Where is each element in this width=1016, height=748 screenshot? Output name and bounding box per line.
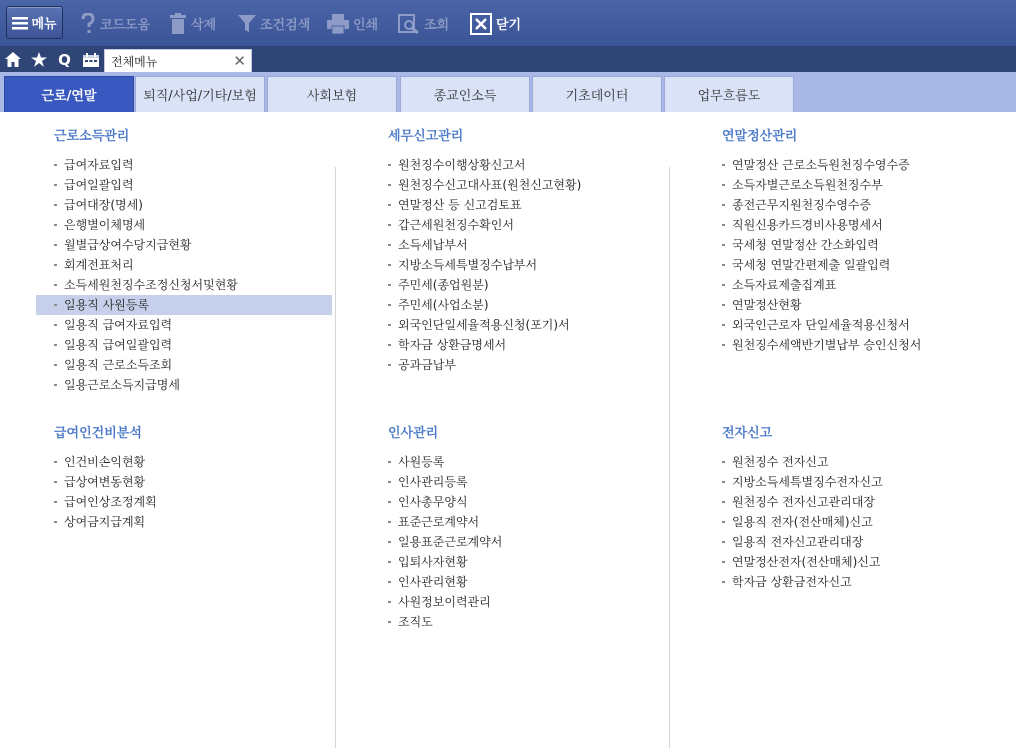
menu-item[interactable]: 소득세납부서 bbox=[388, 235, 668, 255]
menu-list bbox=[388, 452, 668, 632]
menu-item[interactable]: 지방소득세특별징수납부서 bbox=[388, 255, 668, 275]
menu-item[interactable]: 연말정산전자(전산매체)신고 bbox=[722, 552, 1012, 572]
section-title: 연말정산관리 bbox=[722, 129, 798, 144]
delete-button[interactable] bbox=[169, 0, 216, 47]
menu-item[interactable]: 인사관리등록 bbox=[388, 472, 668, 492]
section-labor-cost bbox=[54, 424, 334, 532]
tab-label: 업무흐름도 bbox=[697, 89, 761, 104]
menu-item[interactable]: 지방소득세특별징수전자신고 bbox=[722, 472, 1012, 492]
category-tab-bar bbox=[0, 72, 1016, 112]
section-e-filing bbox=[722, 424, 1012, 592]
menu-item[interactable]: 급여대장(명세) bbox=[54, 195, 334, 215]
menu-item[interactable]: 학자금 상환금전자신고 bbox=[722, 572, 1012, 592]
code-help-button[interactable] bbox=[80, 0, 150, 47]
section-earned-income bbox=[54, 127, 334, 395]
quick-bar bbox=[0, 47, 1016, 72]
menu-item[interactable]: 갑근세원천징수확인서 bbox=[388, 215, 668, 235]
inquiry-button[interactable] bbox=[398, 0, 449, 47]
menu-item[interactable]: 인사총무양식 bbox=[388, 492, 668, 512]
menu-item[interactable]: 월별급상여수당지급현황 bbox=[54, 235, 334, 255]
menu-item[interactable]: 일용직 사원등록 bbox=[36, 295, 332, 315]
menu-item[interactable]: 일용직 급여일괄입력 bbox=[54, 335, 334, 355]
menu-item[interactable]: 원천징수신고대사표(원천신고현황) bbox=[388, 175, 668, 195]
print-button[interactable] bbox=[327, 0, 378, 47]
tab-label: 근로/연말 bbox=[41, 89, 97, 104]
menu-item[interactable]: 급여인상조정계획 bbox=[54, 492, 334, 512]
star-icon[interactable] bbox=[26, 47, 51, 72]
printer-icon bbox=[327, 14, 349, 34]
tab-all-menu-label: 전체메뉴 bbox=[111, 54, 158, 69]
question-icon bbox=[80, 13, 96, 35]
menu-item[interactable]: 일용직 급여자료입력 bbox=[54, 315, 334, 335]
close-button[interactable] bbox=[470, 0, 521, 47]
menu-list bbox=[388, 155, 668, 375]
column-divider bbox=[669, 167, 670, 748]
menu-item[interactable]: 주민세(종업원분) bbox=[388, 275, 668, 295]
menu-item[interactable]: 회계전표처리 bbox=[54, 255, 334, 275]
code-help-label: 코드도움 bbox=[100, 18, 151, 33]
menu-item[interactable]: 학자금 상환금명세서 bbox=[388, 335, 668, 355]
menu-item[interactable]: 사원등록 bbox=[388, 452, 668, 472]
tab-workflow[interactable] bbox=[664, 76, 794, 112]
menu-item[interactable]: 사원정보이력관리 bbox=[388, 592, 668, 612]
section-title: 세무신고관리 bbox=[388, 129, 464, 144]
menu-content bbox=[0, 112, 1016, 748]
section-title: 근로소득관리 bbox=[54, 129, 130, 144]
menu-item[interactable]: 급상여변동현황 bbox=[54, 472, 334, 492]
menu-list bbox=[54, 155, 334, 395]
menu-item[interactable]: 외국인단일세율적용신청(포기)서 bbox=[388, 315, 668, 335]
tab-label: 종교인소득 bbox=[433, 89, 497, 104]
tab-social-insurance[interactable] bbox=[267, 76, 397, 112]
print-label: 인쇄 bbox=[353, 18, 379, 33]
menu-item[interactable]: 일용근로소득지급명세 bbox=[54, 375, 334, 395]
menu-item[interactable]: 외국인근로자 단일세율적용신청서 bbox=[722, 315, 1012, 335]
section-title: 인사관리 bbox=[388, 426, 439, 441]
menu-item[interactable]: 은행별이체명세 bbox=[54, 215, 334, 235]
menu-item[interactable]: 일용직 전자(전산매체)신고 bbox=[722, 512, 1012, 532]
condition-search-button[interactable] bbox=[238, 0, 310, 47]
tab-label: 사회보험 bbox=[306, 89, 358, 104]
menu-list bbox=[54, 452, 334, 532]
section-yearend bbox=[722, 127, 1012, 355]
menu-item[interactable]: 국세청 연말간편제출 일괄입력 bbox=[722, 255, 1012, 275]
menu-item[interactable]: 일용표준근로계약서 bbox=[388, 532, 668, 552]
home-icon[interactable] bbox=[0, 47, 25, 72]
tab-work-yearend[interactable] bbox=[4, 76, 134, 112]
tab-label: 퇴직/사업/기타/보험 bbox=[143, 89, 257, 104]
section-title: 전자신고 bbox=[722, 426, 773, 441]
tab-retirement-business[interactable] bbox=[135, 76, 265, 112]
menu-item[interactable]: 공과금납부 bbox=[388, 355, 668, 375]
menu-item[interactable]: 일용직 근로소득조회 bbox=[54, 355, 334, 375]
menu-item[interactable]: 원천징수 전자신고관리대장 bbox=[722, 492, 1012, 512]
menu-item[interactable]: 표준근로계약서 bbox=[388, 512, 668, 532]
section-title: 급여인건비분석 bbox=[54, 426, 142, 441]
menu-item[interactable]: 일용직 전자신고관리대장 bbox=[722, 532, 1012, 552]
delete-label: 삭제 bbox=[191, 18, 217, 33]
condition-search-label: 조건검색 bbox=[260, 18, 311, 33]
toolbar bbox=[0, 0, 1016, 47]
inquiry-label: 조회 bbox=[424, 18, 450, 33]
menu-item[interactable]: 연말정산현황 bbox=[722, 295, 1012, 315]
menu-item[interactable]: 주민세(사업소분) bbox=[388, 295, 668, 315]
menu-item[interactable]: 연말정산 등 신고검토표 bbox=[388, 195, 668, 215]
tab-label: 기초데이터 bbox=[565, 89, 629, 104]
menu-list bbox=[722, 155, 1012, 355]
menu-item[interactable]: 원천징수이행상황신고서 bbox=[388, 155, 668, 175]
close-tab-icon[interactable]: ✕ bbox=[233, 52, 246, 70]
search-icon bbox=[398, 14, 420, 34]
menu-item[interactable]: 소득세원천징수조정신청서및현황 bbox=[54, 275, 334, 295]
menu-item[interactable]: 연말정산 근로소득원천징수영수증 bbox=[722, 155, 1012, 175]
column-divider bbox=[335, 167, 336, 748]
menu-item[interactable]: 소득자료제출집계표 bbox=[722, 275, 1012, 295]
menu-item[interactable]: 입퇴사자현황 bbox=[388, 552, 668, 572]
close-icon bbox=[470, 13, 492, 35]
tab-base-data[interactable] bbox=[532, 76, 662, 112]
menu-item[interactable]: 원천징수세액반기별납부 승인신청서 bbox=[722, 335, 1012, 355]
tab-all-menu[interactable] bbox=[104, 49, 252, 72]
calendar-icon[interactable] bbox=[78, 47, 103, 72]
tab-religious-income[interactable] bbox=[400, 76, 530, 112]
section-hr bbox=[388, 424, 668, 632]
menu-item[interactable]: 상여금지급계획 bbox=[54, 512, 334, 532]
filter-icon bbox=[238, 14, 256, 34]
menu-item[interactable]: 종전근무지원천징수영수증 bbox=[722, 195, 1012, 215]
menu-item[interactable]: 인건비손익현황 bbox=[54, 452, 334, 472]
menu-item[interactable]: 직원신용카드경비사용명세서 bbox=[722, 215, 1012, 235]
close-label: 닫기 bbox=[496, 18, 522, 33]
menu-item[interactable]: 급여일괄입력 bbox=[54, 175, 334, 195]
menu-item[interactable]: 국세청 연말정산 간소화입력 bbox=[722, 235, 1012, 255]
menu-item[interactable]: 급여자료입력 bbox=[54, 155, 334, 175]
menu-item[interactable]: 원천징수 전자신고 bbox=[722, 452, 1012, 472]
menu-item[interactable]: 인사관리현황 bbox=[388, 572, 668, 592]
hamburger-icon bbox=[12, 16, 28, 30]
search-icon[interactable]: Q bbox=[58, 50, 71, 69]
menu-list bbox=[722, 452, 1012, 592]
menu-button[interactable] bbox=[6, 6, 63, 39]
trash-icon bbox=[169, 13, 187, 35]
menu-button-label: 메뉴 bbox=[31, 17, 57, 32]
section-tax-report bbox=[388, 127, 668, 375]
menu-item[interactable]: 조직도 bbox=[388, 612, 668, 632]
menu-item[interactable]: 소득자별근로소득원천징수부 bbox=[722, 175, 1012, 195]
